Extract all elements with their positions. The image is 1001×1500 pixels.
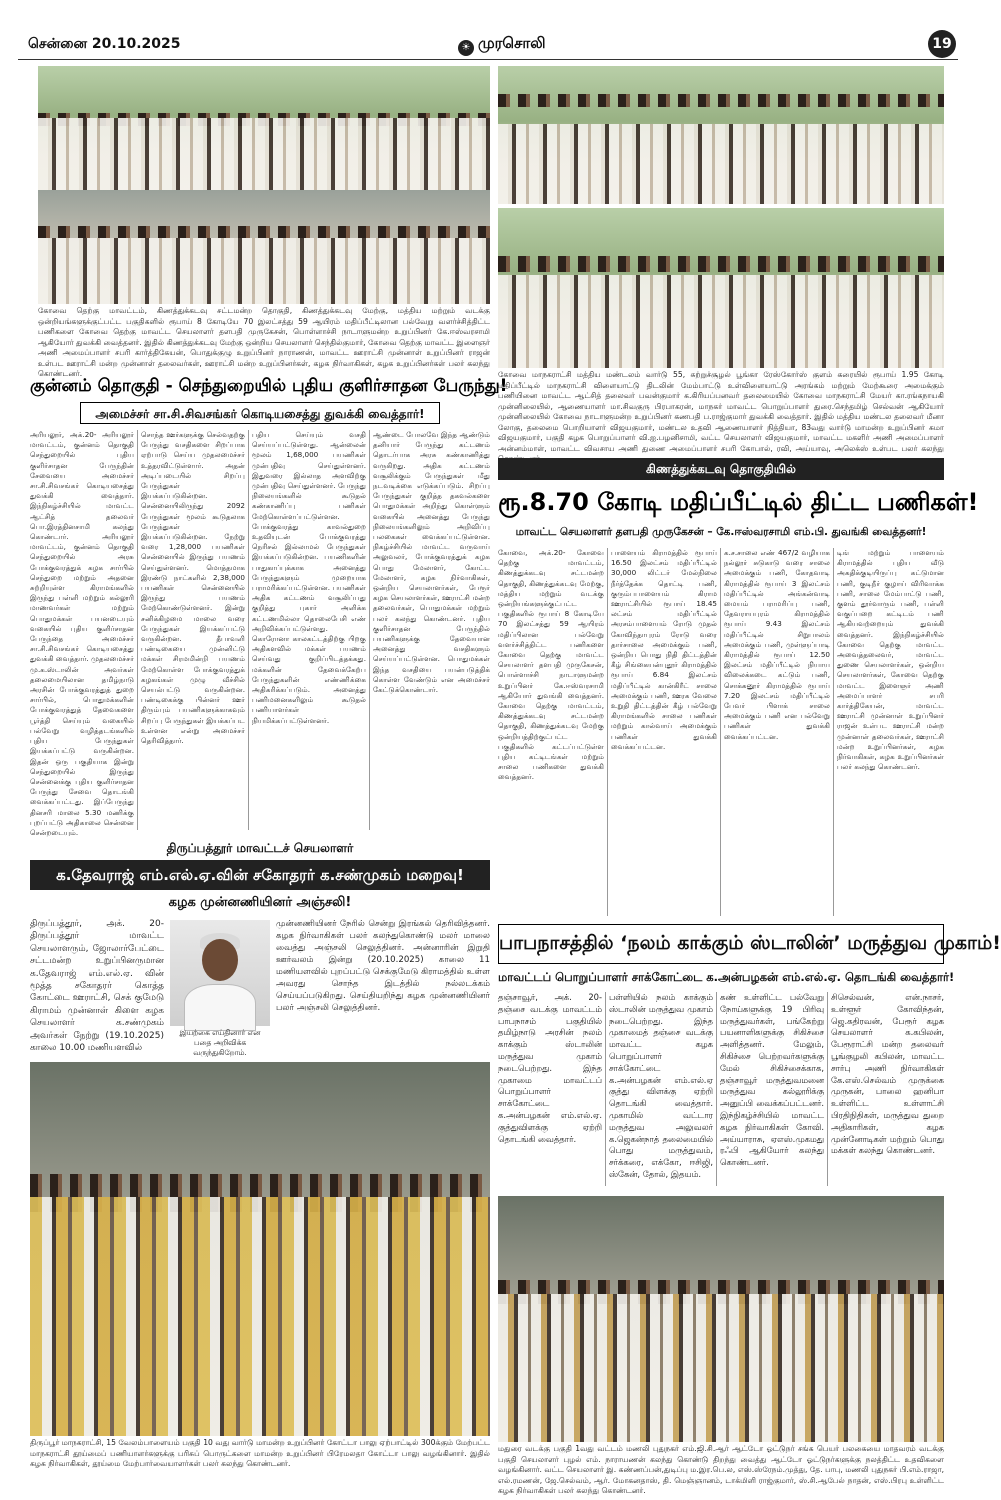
photo-heads: [498, 256, 944, 272]
projects-column-3: க.ச.சாலை எண் 467/2 வழியாக நல்லூர் சுடுகாடு வரை சாலை அமைக்கும் பணி, கோதவாடி கிராமத்தில் ரூபாய் 3 இலட்சம் மதிப்பீட்டில் அங்கன்வாடி மையம் பராமரிப்பு பணி, தேவராயபுரம் கிராமத்தில் ரூபாய் 9.43 இலட்சம் மதிப்பீட்டில் சிறுபாலம் அமைக்கும் பணி, முள்ளுப்பாடி கிராமத்தில் ரூபாய் 12.50 இலட்சம் மதிப்பீட்டில் நியாய விலைக்கடை கட்டும் பணி, சொக்கனூர் கிராமத்தில் ரூபாய் 7.20 இலட்சம் மதிப்பீட்டில் பேவர் பிளாக் சாலை அமைக்கும் பணி என பல்வேறு பணிகள் துவக்கி வைக்கப்பட்டன.: [724, 548, 830, 741]
masthead: [18, 30, 958, 60]
column-rule: [137, 430, 138, 830]
bus-headline: குன்னம் தொகுதி - செந்துறையில் புதிய குளிர்சாதன பேருந்து!: [30, 376, 508, 396]
column-rule: [833, 548, 834, 916]
obituary-column-1: திருப்பத்தூர், அக். 20- திருப்பத்தூர் மாவட்ட செயலாளரும், ஜோலார்பேட்டை சட்டமன்ற உறுப்பினருமான க.தேவராஜ் எம்.எல்.ஏ. வின் மூத்த சகோதரர் கொத்த கோட்டை ஊராட்சி, செக் குமேடு கிராமம் முன்னாள் கிளை கழக செயலாளர் க.சண்முகம் அவர்கள் நேற்று (19.10.2025) காலை 10.00 மணியளவில்: [30, 919, 164, 1054]
camp-column-3: கண் உள்ளிட்ட பல்வேறு நோய்களுக்கு 19 பிரிவு மருத்துவர்கள், பங்கேற்று பயனாளிகளுக்கு சிகிச்சை அளித்தனர். மேலும், சிகிச்சை பெற்றவர்களுக்கு மேல் சிகிச்சைக்காக, தஞ்சாவூர் மருத்துவமனை மருத்துவ கல்லூரிக்கு அனுப்பி வைக்கப்பட்டனர். இந்நிகழ்ச்சியில் மாவட்ட கழக நிர்வாகிகள் கோவி. அய்யாராசு, ஏஎஸ்.முகமது ரஃபி ஆகியோர் கலந்து கொண்டனர்.: [720, 992, 824, 1168]
bottom-right-caption: மதுரை வடக்கு பகுதி 1வது வட்டம் மணலி புதுநகர் எம்.ஜி.சி.ஆர் ஆட்டோ ஓட்டுநர் சங்க பெயர் பலகையை மாதவரம் வடக்கு பகுதி செயலாளர் புழல் எம். நாராயணன் கலந்து கொண்டு திறந்து வைத்து ஆட்டோ ஓட்டுநர்களுக்கு நலத்திட்ட உதவிகளை வழங்கினார். வட்ட செயலாளர் இ. கண்ணப்பன்,துடிப்பு ம.இர.பெ.ல, எஸ்.ஸ்ரேநம்.முத்து, தே. பாபு, மணலி புதுநகர் பி.எம்.ராஜா, எல்.ரமணன், ஜே.செல்வம், ஆர். மோகனதாஸ், தி. மெஞ்ஞானம், டாக்மிளி ராஜ்குமார், ஸ்.சி.ஆபேல் நாதன், எஸ்.பிரபு உள்ளிட்ட கழக நிர்வாகிகள் பலர் கலந்து கொண்டனர்.: [498, 1444, 944, 1495]
portrait-face: [202, 939, 238, 981]
bus-column-3: பதிய செய்யும் வசதி செய்யப்பட்டுள்ளது. ஆன்லைன் மூலம் 1,68,000 பயணிகள் முன்பதிவு செய்துள்ளனர். இதுவரை இல்லாத அளவிற்கு முன்பதிவு செய்துள்ளனர். பேருந்து நிலையங்களில் கூடுதல் கண்காணிப்பு பணிகள் மேற்கொள்ளப்பட்டுள்ளன. போக்குவரத்து காவல்துறை உதவியுடன் போக்குவரத்து நெரிசல் இல்லாமல் பேருந்துகள் இயக்கப்படுகின்றன. பயணிகளின் பாதுகாப்புக்காக அனைத்து பேருந்துகளும் முறையாக பராமரிக்கப்பட்டுள்ளன. பயணிகள் அதிக கட்டணம் வசூலிப்பது குறித்து புகார் அளிக்க கட்டணமில்லா தொலைபேசி எண் அறிவிக்கப்பட்டுள்ளது. கொரோனா காலகட்டத்திற்கு பிறகு அதிகளவில் மக்கள் பயணம் செய்வது குறிப்பிடத்தக்கது. மக்களின் தேவைக்கேற்ப பேருந்துகளின் எண்ணிக்கை அதிகரிக்கப்படும். அனைத்து பணிமனைகளிலும் கூடுதல் பணியாளர்கள் நியமிக்கப்பட்டுள்ளனர்.: [252, 430, 366, 725]
column-rule: [716, 992, 717, 1186]
portrait-shirt: [184, 984, 256, 1032]
projects-column-4: டிங் மற்றும் பாளையம் கிராமத்தில் புதிய வீடு அகதிக்குடியிருப்பு கட்டுமான பணி, குடிநீர் குழாய் விரிவாக்க பணி, சாலை மேம்பாட்டு பணி, குளம் தூர்வாரும் பணி, பள்ளி வகுப்பறை கட்டிடம் பணி ஆகியவற்றையும் துவக்கி வைத்தனர். இந்நிகழ்ச்சியில் கோவை தெற்கு மாவட்ட அவைத்தலைவர், மாவட்ட துணை செயலாளர்கள், ஒன்றிய செயலாளர்கள், கோவை தெற்கு மாவட்ட இளைஞர் அணி அமைப்பாளர் சபரி கார்த்திகேயன், மாவட்ட ஊராட்சி முன்னாள் உறுப்பினர் ராஜன் உள்பட ஊராட்சி மன்ற முன்னாள் தலைவர்கள், ஊராட்சி மன்ற உறுப்பினர்கள், கழக நிர்வாகிகள், கழக உறுப்பினர்கள் பலர் கலந்து கொண்டனர்.: [837, 548, 944, 772]
photo-crowd: [498, 124, 944, 204]
photo-crowd: [38, 118, 490, 190]
camp-column-4: சிசெல்வன், என்.நாசர், உள்ளூர் கோவிந்தன், ஜெ.கதிரவன், பேரூர் கழக செயலாளர் க.கபிலன், பேரூராட்சி மன்ற தலைவர் பூங்குழலி கபிலன், மாவட்ட சார்பு அணி நிர்வாகிகள் கே.எஸ்.செல்வம் முருக்கை முருகன், பாலை ஹனிபா உள்ளிட்ட உள்ளாட்சி பிரதிநிதிகள், மருத்துவ துறை அதிகாரிகள், கழக முன்னோடிகள் மற்றும் பொது மக்கள் கலந்து கொண்டனர்.: [831, 992, 944, 1156]
bus-column-1: அரியலூர், அக்.20- அரியலூர் மாவட்டம், குன்னம் தொகுதி செந்துறையில் புதிய குளிர்சாதன பேருந்தின் சேவையை அமைச்சர் சா.சி.சிவசங்கர் கொடியசைத்து துவக்கி வைத்தார். இந்நிகழ்ச்சியில் மாவட்ட ஆட்சித் தலைவர் பொ.இரத்தினசாமி கலந்து கொண்டார். அரியலூர் மாவட்டம், குன்னம் தொகுதி செந்துறையில் அரசு போக்குவரத்துக் கழக சார்பில் செந்துறை மற்றும் அதனை சுற்றியுள்ள கிராமங்களில் இருந்து பள்ளி மற்றும் கல்லூரி மாணவர்கள் மற்றும் பொதுமக்கள் பயனடையும் வகையில் புதிய குளிர்சாதன பேருந்தை அமைச்சர் சா.சி.சிவசங்கர் கொடியசைத்து துவக்கி வைத்தார். முதலமைச்சர் மு.க.ஸ்டாலின் அவர்கள் தலைமையிலான தமிழ்நாடு அரசின் போக்குவரத்துத் துறை சார்பில், பொதுமக்களின் போக்குவரத்துத் தேவைகளை பூர்த்தி செய்யும் வகையில் பல்வேறு வழித்தடங்களில் புதிய பேருந்துகள் இயக்கப்பட்டு வருகின்றன. இதன் ஒரு பகுதியாக இன்று செந்துறையில் இருந்து சென்னைக்கு புதிய குளிர்சாதன பேருந்து சேவை தொடங்கி வைக்கப்பட்டது. இப்பேருந்து தினசரி மாலை 5.30 மணிக்கு புறப்பட்டு அதிகாலை சென்னை சென்றடையும்.: [30, 430, 134, 837]
column-rule: [827, 992, 828, 1186]
masthead-date: சென்னை 20.10.2025: [28, 36, 181, 52]
bus-column-4: ஆண்டை போலவே இந்த ஆண்டும் தனியார் பேருந்து கட்டணம் தொடர்பாக அரசு கண்காணித்து வருகிறது. அதிக கட்டணம் வசூலிக்கும் பேருந்துகள் மீது நடவடிக்கை எடுக்கப்படும். சிறப்பு பேருந்துகள் குறித்த தகவல்களை பொதுமக்கள் அறிந்து கொள்ளும் வகையில் அனைத்து பேருந்து நிலையங்களிலும் அறிவிப்பு பலகைகள் வைக்கப்பட்டுள்ளன. நிகழ்ச்சியில் மாவட்ட வருவாய் அலுவலர், போக்குவரத்துக் கழக பொது மேலாளர், கோட்ட மேலாளர், கழக நிர்வாகிகள், ஒன்றிய செயலாளர்கள், பேரூர் கழக செயலாளர்கள், ஊராட்சி மன்ற தலைவர்கள், பொதுமக்கள் மற்றும் பலர் கலந்து கொண்டனர். புதிய குளிர்சாதன பேருந்தில் பயணிகளுக்கு தேவையான அனைத்து வசதிகளும் செய்யப்பட்டுள்ளன. பொதுமக்கள் இந்த வசதியை பயன்படுத்திக் கொள்ள வேண்டும் என அமைச்சர் கேட்டுக்கொண்டார்.: [373, 430, 490, 695]
photo-inauguration-group: [38, 66, 490, 190]
projects-headline: ரூ.8.70 கோடி மதிப்பீட்டில் திட்ட பணிகள்!: [498, 488, 979, 516]
column-rule: [607, 548, 608, 916]
photo-heads: [498, 94, 944, 108]
masthead-paper-name: [458, 34, 546, 56]
photo-crowd: [30, 1197, 490, 1436]
photo-crowd: [498, 275, 944, 368]
obituary-subheadline: கழக முன்னணியினர் அஞ்சலி!: [168, 895, 352, 910]
photo-ground-breaking: [38, 190, 490, 304]
obituary-portrait: [170, 920, 270, 1026]
projects-column-1: கோவை, அக்.20- கோவை தெற்கு மாவட்டம், கிணத்துக்கடவு சட்டமன்ற தொகுதி, கிணத்துக்கடவு மேற்கு, மத்திய மற்றும் வடக்கு ஒன்றியங்களுக்குட்பட்ட பகுதிகளில் ரூபாய் 8 கோடியே 70 இலட்சத்து 59 ஆயிரம் மதிப்பிலான பல்வேறு வளர்ச்சித்திட்ட பணிகளை கோவை தெற்கு மாவட்ட செயலாளர் தளபதி முருகேசன், பொள்ளாச்சி நாடாளுமன்ற உறுப்பினர் கே.ஈஸ்வரசாமி ஆகியோர் துவங்கி வைத்தனர். கோவை தெற்கு மாவட்டம், கிணத்துக்கடவு சட்டமன்ற தொகுதி, கிணத்துக்கடவு மேற்கு ஒன்றியத்திற்குட்பட்ட பகுதிகளில் கட்டப்பட்டுள்ள புதிய கட்டிடங்கள் மற்றும் சாலை பணிகளை துவக்கி வைத்தனர்.: [498, 548, 604, 782]
camp-headline: பாபநாசத்தில் ‘நலம் காக்கும் ஸ்டாலின்’ மருத்துவ முகாம்!: [498, 924, 944, 964]
bottom-left-caption: திருப்பூர் மாநகராட்சி, 15 வேலம்பாளையம் பகுதி 10 வது வார்டு மாமன்ற உறுப்பினர் கோட்டா பாலு ஏற்பாட்டில் 300க்கும் மேற்பட்ட மாநகராட்சி தூய்மைப் பணியாளர்களுக்கு பரிசுப் பொருட்களை மாமன்ற உறுப்பினர் பிரேமலதா கோட்டா பாலு வழங்கினார். இதில் கழக நிர்வாகிகள், தூய்மை மேற்பார்வையாளர்கள் பலர் கலந்து கொண்டனர்.: [30, 1438, 490, 1468]
photo-crowd: [498, 1294, 944, 1442]
obituary-headline: க.தேவராஜ் எம்.எல்.ஏ.வின் சகோதரர் க.சண்முகம் மறைவு!: [30, 860, 490, 890]
photo-sanitation-workers-gifts: [30, 1062, 490, 1436]
column-rule: [605, 992, 606, 1186]
projects-kicker: கிணத்துக்கடவு தொகுதியில்: [498, 458, 944, 480]
camp-column-1: தஞ்சாவூர், அக். 20- தஞ்சை வடக்கு மாவட்டம் பாபநாசம் பகுதியில் தமிழ்நாடு அரசின் நலம் காக்கும் ஸ்டாலின் மருத்துவ முகாம் நடைபெற்றது. இந்த முகாமை மாவட்டப் பொறுப்பாளர் சாக்கோட்டை க.அன்பழகன் எம்.எல்.ஏ. குத்துவிளக்கு ஏற்றி தொடங்கி வைத்தார்.: [498, 992, 602, 1144]
obituary-kicker: திருப்பத்தூர் மாவட்டச் செயலாளர்: [166, 841, 354, 855]
paper-title: முரசொலி: [478, 34, 546, 52]
photo-crowd: [38, 238, 490, 304]
column-rule: [248, 430, 249, 830]
top-left-caption: கோவை தெற்கு மாவட்டம், கிணத்துக்கடவு சட்டமன்ற தொகுதி, கிணத்துக்கடவு மேற்கு, மத்திய மற்றும் வடக்கு ஒன்றியங்களுக்குட்பட்ட பகுதிகளில் ரூபாய் 8 கோடியே 70 இலட்சத்து 59 ஆயிரம் மதிப்பீட்டிலான பல்வேறு வளர்ச்சித்திட்ட பணிகளை கோவை தெற்கு மாவட்ட செயலாளர் தளபதி முருகேசன், பொள்ளாச்சி நாடாளுமன்ற உறுப்பினர் கே.ஈஸ்வரசாமி ஆகியோர் துவக்கி வைத்தனர். இதில் கிணத்துக்கடவு மேற்கு ஒன்றிய செயலாளர் செந்தில்குமார், கோவை தெற்கு மாவட்ட இளைஞர் அணி அமைப்பாளர் சபரி கார்த்திகேயன், பொதுக்குழு உறுப்பினர் நாராணன், மாவட்ட ஊராட்சி முன்னாள் உறுப்பினர் ராஜன் உள்பட ஊராட்சி மன்ற முன்னாள் தலைவர்கள், ஊராட்சி மன்ற உறுப்பினர்கள், கழக நிர்வாகிகள், கழக உறுப்பினர்கள் பலர் கலந்து கொண்டனர்.: [38, 306, 490, 378]
photo-foundation-stone: [498, 66, 944, 204]
top-right-caption: கோவை மாநகராட்சி மத்திய மண்டலம் வார்டு 55, சுற்றுச்சூழல் பூங்கா ரேஸ்கோர்ஸ் குளம் கரையில் ரூபாய் 1.95 கோடி மதிப்பீட்டில் மாநகராட்சி விளையாட்டு திடலின் மேம்பாட்டு உள்விளையாட்டு அரங்கம் மற்றும் மேற்கூரை அமைக்கும் பணியினை மாவட்ட ஆட்சித் தலைவர் பவன்குமார் க.கிரியப்பனவர் தலைமையில் கோவை மாநகராட்சி மேயர் கா.ரங்கநாயகி முன்னிலையில், ஆணையாளர் மா.சிவகுரு பிரபாகரன், மாநகர் மாவட்ட பொறுப்பாளர் துரை.செந்தமிழ் செல்வன் ஆகியோர் முன்னிலையில் கோவை நாடாளுமன்ற உறுப்பினர் கணபதி ப.ராஜ்குமார் துவக்கி வைத்தார். இதில் மத்திய மண்டல தலைவர் மீனா லோகு, தலைமை பொறியாளர் விஜயகுமார், மண்டல உதவி ஆணையாளர் நித்தியா, 83வது வார்டு மாமன்ற உறுப்பினர் சுமா விஜயகுமார், பகுதி கழக பொறுப்பாளர் வி.ஐ.பழனிசாமி, வட்ட செயலாளர் விஜயகுமார், மாவட்ட மகளிர் அணி அமைப்பாளர் அன்னம்மாள், மாவட்ட விவசாய அணி துணை அமைப்பாளர் சபரி கோபால், ரவி, அய்யாவு, அலெக்ஸ் உள்பட பலர் கலந்து: [498, 370, 944, 453]
bus-column-2: சொந்த ஊர்களுக்கு செல்வதற்கு பேருந்து வசதிகளை சிறப்பாக ஏற்பாடு செய்ய முதலமைச்சர் உத்தரவிட்டுள்ளார். அதன் அடிப்படையில் சிறப்பு பேருந்துகள் இயக்கப்படுகின்றன. சென்னையிலிருந்து 2092 பேருந்துகள் மூலம் கூடுதலாக பேருந்துகள் இயக்கப்படுகின்றன. நேற்று வரை 1,28,000 பயணிகள் சென்னையில் இருந்து பயணம் செய்துள்ளனர். மொத்தமாக இரண்டு நாட்களில் 2,38,000 பயணிகள் சென்னையில் இருந்து பயணம் மேற்கொண்டுள்ளனர். இன்று சனிக்கிழமை மாலை வரை பேருந்துகள் இயக்கப்பட்டு வருகின்றன. தீபாவளி பண்டிகையை முன்னிட்டு மக்கள் சிரமமின்றி பயணம் மேற்கொள்ள போக்குவரத்துக் கழகங்கள் முழு வீச்சில் செயல்பட்டு வருகின்றன. பண்டிகைக்கு பின்னர் ஊர் திரும்பும் பயணிகளுக்காகவும் சிறப்பு பேருந்துகள் இயக்கப்பட உள்ளன என்று அமைச்சர் தெரிவித்தார்.: [141, 430, 245, 746]
column-rule: [369, 430, 370, 830]
projects-column-2: பாளையம் கிராமத்தில் ரூபாய் 16.50 இலட்சம் மதிப்பீட்டில் 30,000 லிட்டர் மேல்நிலை நீர்த்தேக்க தொட்டி பணி, குரும்பபாளையம் கிராம ஊராட்சியில் ரூபாய் 18.45 லட்சம் மதிப்பீட்டில் அரசம்பாளையம் ரோடு முதல் கோவிந்தாபுரம் ரோடு வரை தார்சாலை அமைக்கும் பணி, ஒன்றிய பொது நிதி திட்டத்தின் கீழ் சிங்கையன்புதூர் கிராமத்தில் ரூபாய் 6.84 இலட்சம் மதிப்பீட்டில் கான்கிரீட் சாலை அமைக்கும் பணி, ஊரக வேலை உறுதி திட்டத்தின் கீழ் பல்வேறு கிராமங்களில் சாலை பணிகள் மற்றும் கால்வாய் அமைக்கும் பணிகள் துவக்கி வைக்கப்பட்டன.: [611, 548, 717, 751]
projects-subheadline: மாவட்ட செயலாளர் தளபதி முருகேசன் – கே.ஈஸ்வரசாமி எம்.பி. துவங்கி வைத்தனர்!: [515, 526, 927, 538]
page-number: 19: [928, 30, 956, 58]
photo-project-board: [498, 208, 944, 368]
photo-heads: [38, 226, 490, 237]
obituary-portrait-caption: இயற்கை எய்தினார் என பதை அறிவிக்க வருந்துகிறோம்.: [179, 1028, 261, 1057]
obituary-column-2: முன்னணியினர் நேரில் சென்று இரங்கல் தெரிவித்தனர். கழக நிர்வாகிகள் பலர் கலந்துகொண்டு மலர் மாலை வைத்து அஞ்சலி செலுத்தினர். அன்னாரின் இறுதி ஊர்வலம் இன்று (20.10.2025) காலை 11 மணியளவில் புறப்பட்டு செக்குமேடு கிராமத்தில் உள்ள அவரது சொந்த இடத்தில் நல்லடக்கம் செய்யப்படுகிறது. செய்தியறிந்து கழக முன்னணியினர் பலர் அஞ்சலி செலுத்தினர்.: [276, 919, 490, 1013]
photo-auto-drivers-association: [498, 1196, 944, 1442]
column-rule: [720, 548, 721, 916]
camp-column-2: பள்ளியில் நலம் காக்கும் ஸ்டாலின் மருத்துவ முகாம் நடைபெற்றது. இந்த முகாமைத் தஞ்சை வடக்கு மாவட்ட கழக பொறுப்பாளர் சாக்கோட்டை க.அன்பழகன் எம்.எல்.ஏ குத்து விளக்கு ஏற்றி தொடங்கி வைத்தார். முகாமில் வட்டார மருத்துவ அலுவலர் க.ஜெகன்நாத் தலைமையில் பொது மருத்துவம், சர்க்கரை, எக்கோ, ஈசிஜி, ஸ்கேன், தோல், இதயம்.: [609, 992, 713, 1179]
rising-sun-icon: ☀: [458, 40, 474, 56]
bus-subheadline: அமைச்சர் சா.சி.சிவசங்கர் கொடியசைத்து துவக்கி வைத்தார்!: [80, 402, 440, 424]
camp-subheadline: மாவட்டப் பொறுப்பாளர் சாக்கோட்டை க.அன்பழகன் எம்.எல்.ஏ. தொடங்கி வைத்தார்!: [498, 970, 955, 984]
